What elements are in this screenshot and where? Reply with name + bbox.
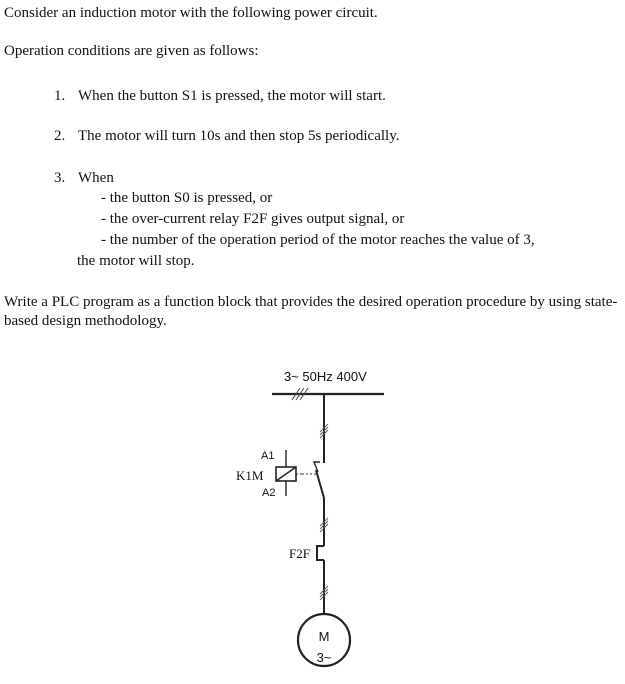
contactor-hook	[314, 462, 320, 472]
motor-phase-label: 3~	[316, 650, 332, 665]
list-item-number: 3.	[54, 170, 66, 186]
sub-item: - the number of the operation period of the motor reaches the value of 3,	[101, 232, 535, 248]
sub-item: - the button S0 is pressed, or	[101, 190, 273, 206]
list-item-text: When	[78, 170, 114, 186]
list-item-text: When the button S1 is pressed, the motor will start.	[78, 88, 386, 104]
relay-label: F2F	[289, 546, 310, 561]
overcurrent-relay-symbol	[317, 546, 324, 560]
coil-terminal-a1: A1	[261, 450, 275, 462]
list-item-number: 2.	[54, 128, 66, 144]
contactor-blade	[316, 470, 324, 498]
list-item-number: 1.	[54, 88, 66, 104]
list-item-text: The motor will turn 10s and then stop 5s periodically.	[78, 128, 400, 144]
conditions-heading: Operation conditions are given as follows:	[4, 43, 259, 59]
intro-text: Consider an induction motor with the following power circuit.	[4, 5, 378, 21]
contactor-label: K1M	[236, 468, 264, 483]
task-paragraph: Write a PLC program as a function block that provides the desired operation procedure by using state-based design methodology.	[4, 294, 618, 329]
coil-terminal-a2: A2	[262, 487, 276, 499]
motor-letter: M	[318, 629, 330, 644]
sub-item-tail: the motor will stop.	[77, 253, 195, 269]
supply-label: 3~ 50Hz 400V	[284, 369, 367, 384]
sub-item: - the over-current relay F2F gives output signal, or	[101, 211, 405, 227]
